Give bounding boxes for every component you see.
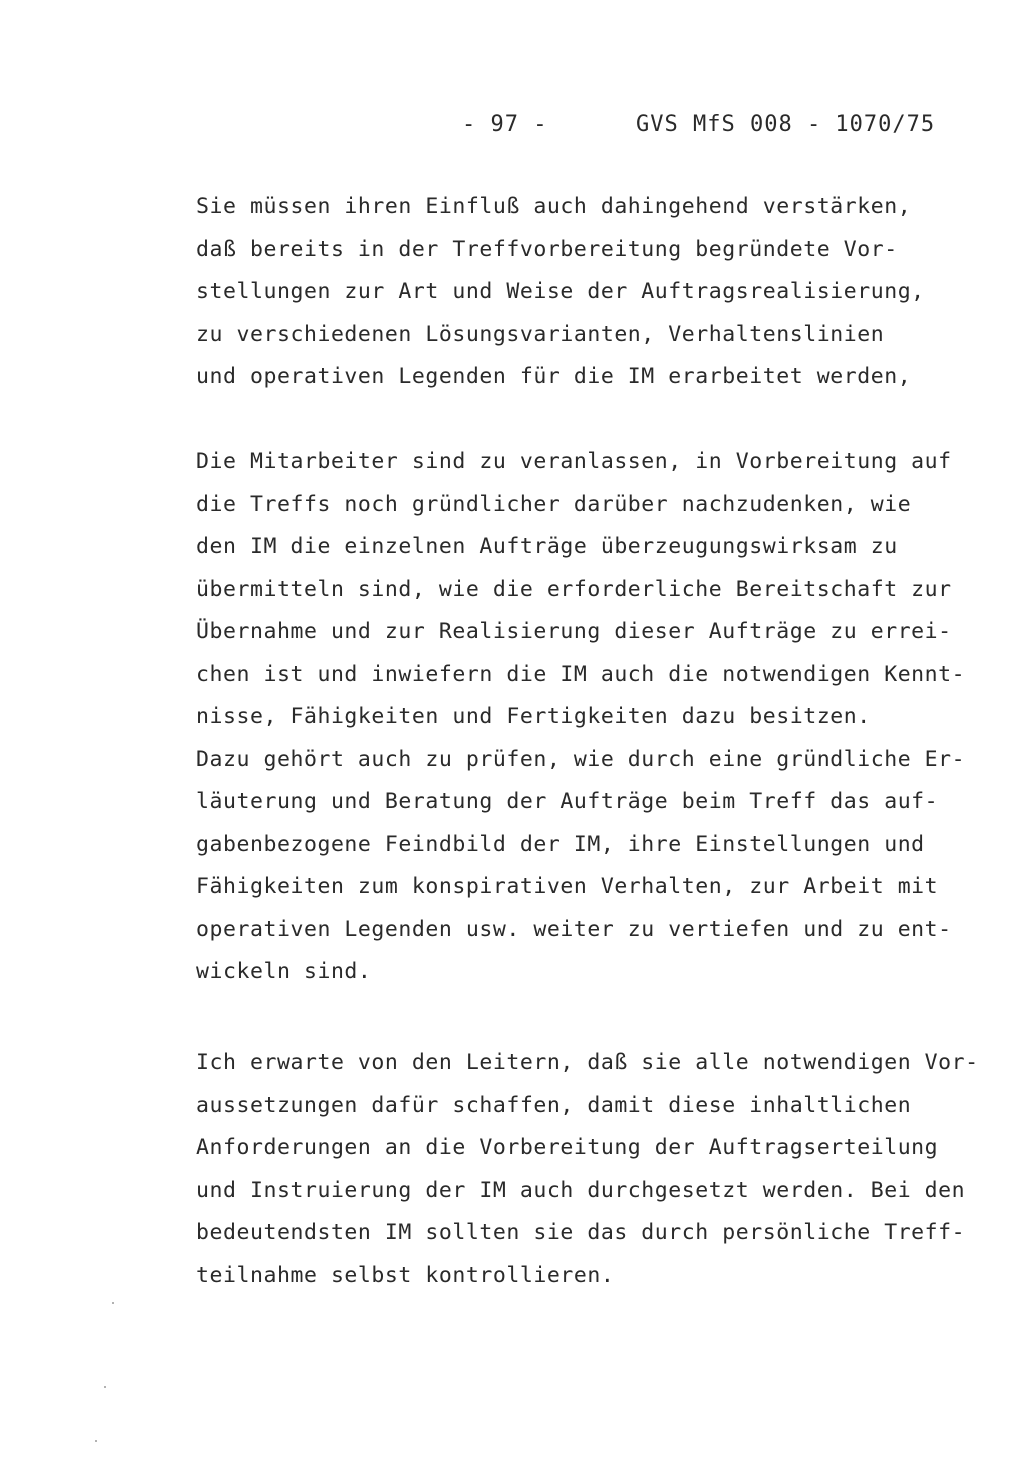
text-line: bedeutendsten IM sollten sie das durch persönliche Treff- [196,1220,966,1245]
text-line: und operativen Legenden für die IM erarbeitet werden, [196,364,912,389]
text-line: Ich erwarte von den Leitern, daß sie alle notwendigen Vor- [196,1050,979,1075]
text-line: zu verschiedenen Lösungsvarianten, Verhaltenslinien [196,321,885,347]
text-line: Übernahme und zur Realisierung dieser Aufträge zu errei- [196,619,952,644]
text-line: wickeln sind. [196,959,372,984]
scan-speck [112,1302,114,1304]
text-line: nisse, Fähigkeiten und Fertigkeiten dazu besitzen. [196,704,871,729]
text-line: Sie müssen ihren Einfluß auch dahingehend verstärken, [196,194,912,219]
document-reference: GVS MfS 008 - 1070/75 [636,112,936,137]
text-line: läuterung und Beratung der Aufträge beim Treff das auf- [196,789,939,814]
text-line: übermitteln sind, wie die erforderliche Bereitschaft zur [196,576,952,602]
text-line: teilnahme selbst kontrollieren. [196,1262,615,1288]
text-line: gabenbezogene Feindbild der IM, ihre Einstellungen und [196,831,925,857]
text-line: die Treffs noch gründlicher darüber nachzudenken, wie [196,491,912,517]
text-line: operativen Legenden usw. weiter zu vertiefen und zu ent- [196,916,952,942]
paragraph [196,1042,979,1297]
text-line: chen ist und inwiefern die IM auch die notwendigen Kennt- [196,661,966,687]
scan-speck [95,1440,97,1442]
text-line: Dazu gehört auch zu prüfen, wie durch eine gründliche Er- [196,746,966,772]
page-number: - 97 - [462,112,548,137]
text-line: den IM die einzelnen Aufträge überzeugungswirksam zu [196,534,898,559]
text-line: stellungen zur Art und Weise der Auftragsrealisierung, [196,279,925,304]
paragraph [196,186,925,399]
text-line: und Instruierung der IM auch durchgesetzt werden. Bei den [196,1177,966,1203]
text-line: aussetzungen dafür schaffen, damit diese inhaltlichen [196,1092,912,1118]
scan-speck [104,1386,106,1388]
text-line: Fähigkeiten zum konspirativen Verhalten, zur Arbeit mit [196,874,939,899]
text-line: Anforderungen an die Vorbereitung der Auftragserteilung [196,1135,939,1160]
text-line: daß bereits in der Treffvorbereitung begründete Vor- [196,236,898,262]
paragraph [196,441,965,994]
text-line: Die Mitarbeiter sind zu veranlassen, in Vorbereitung auf [196,449,952,474]
